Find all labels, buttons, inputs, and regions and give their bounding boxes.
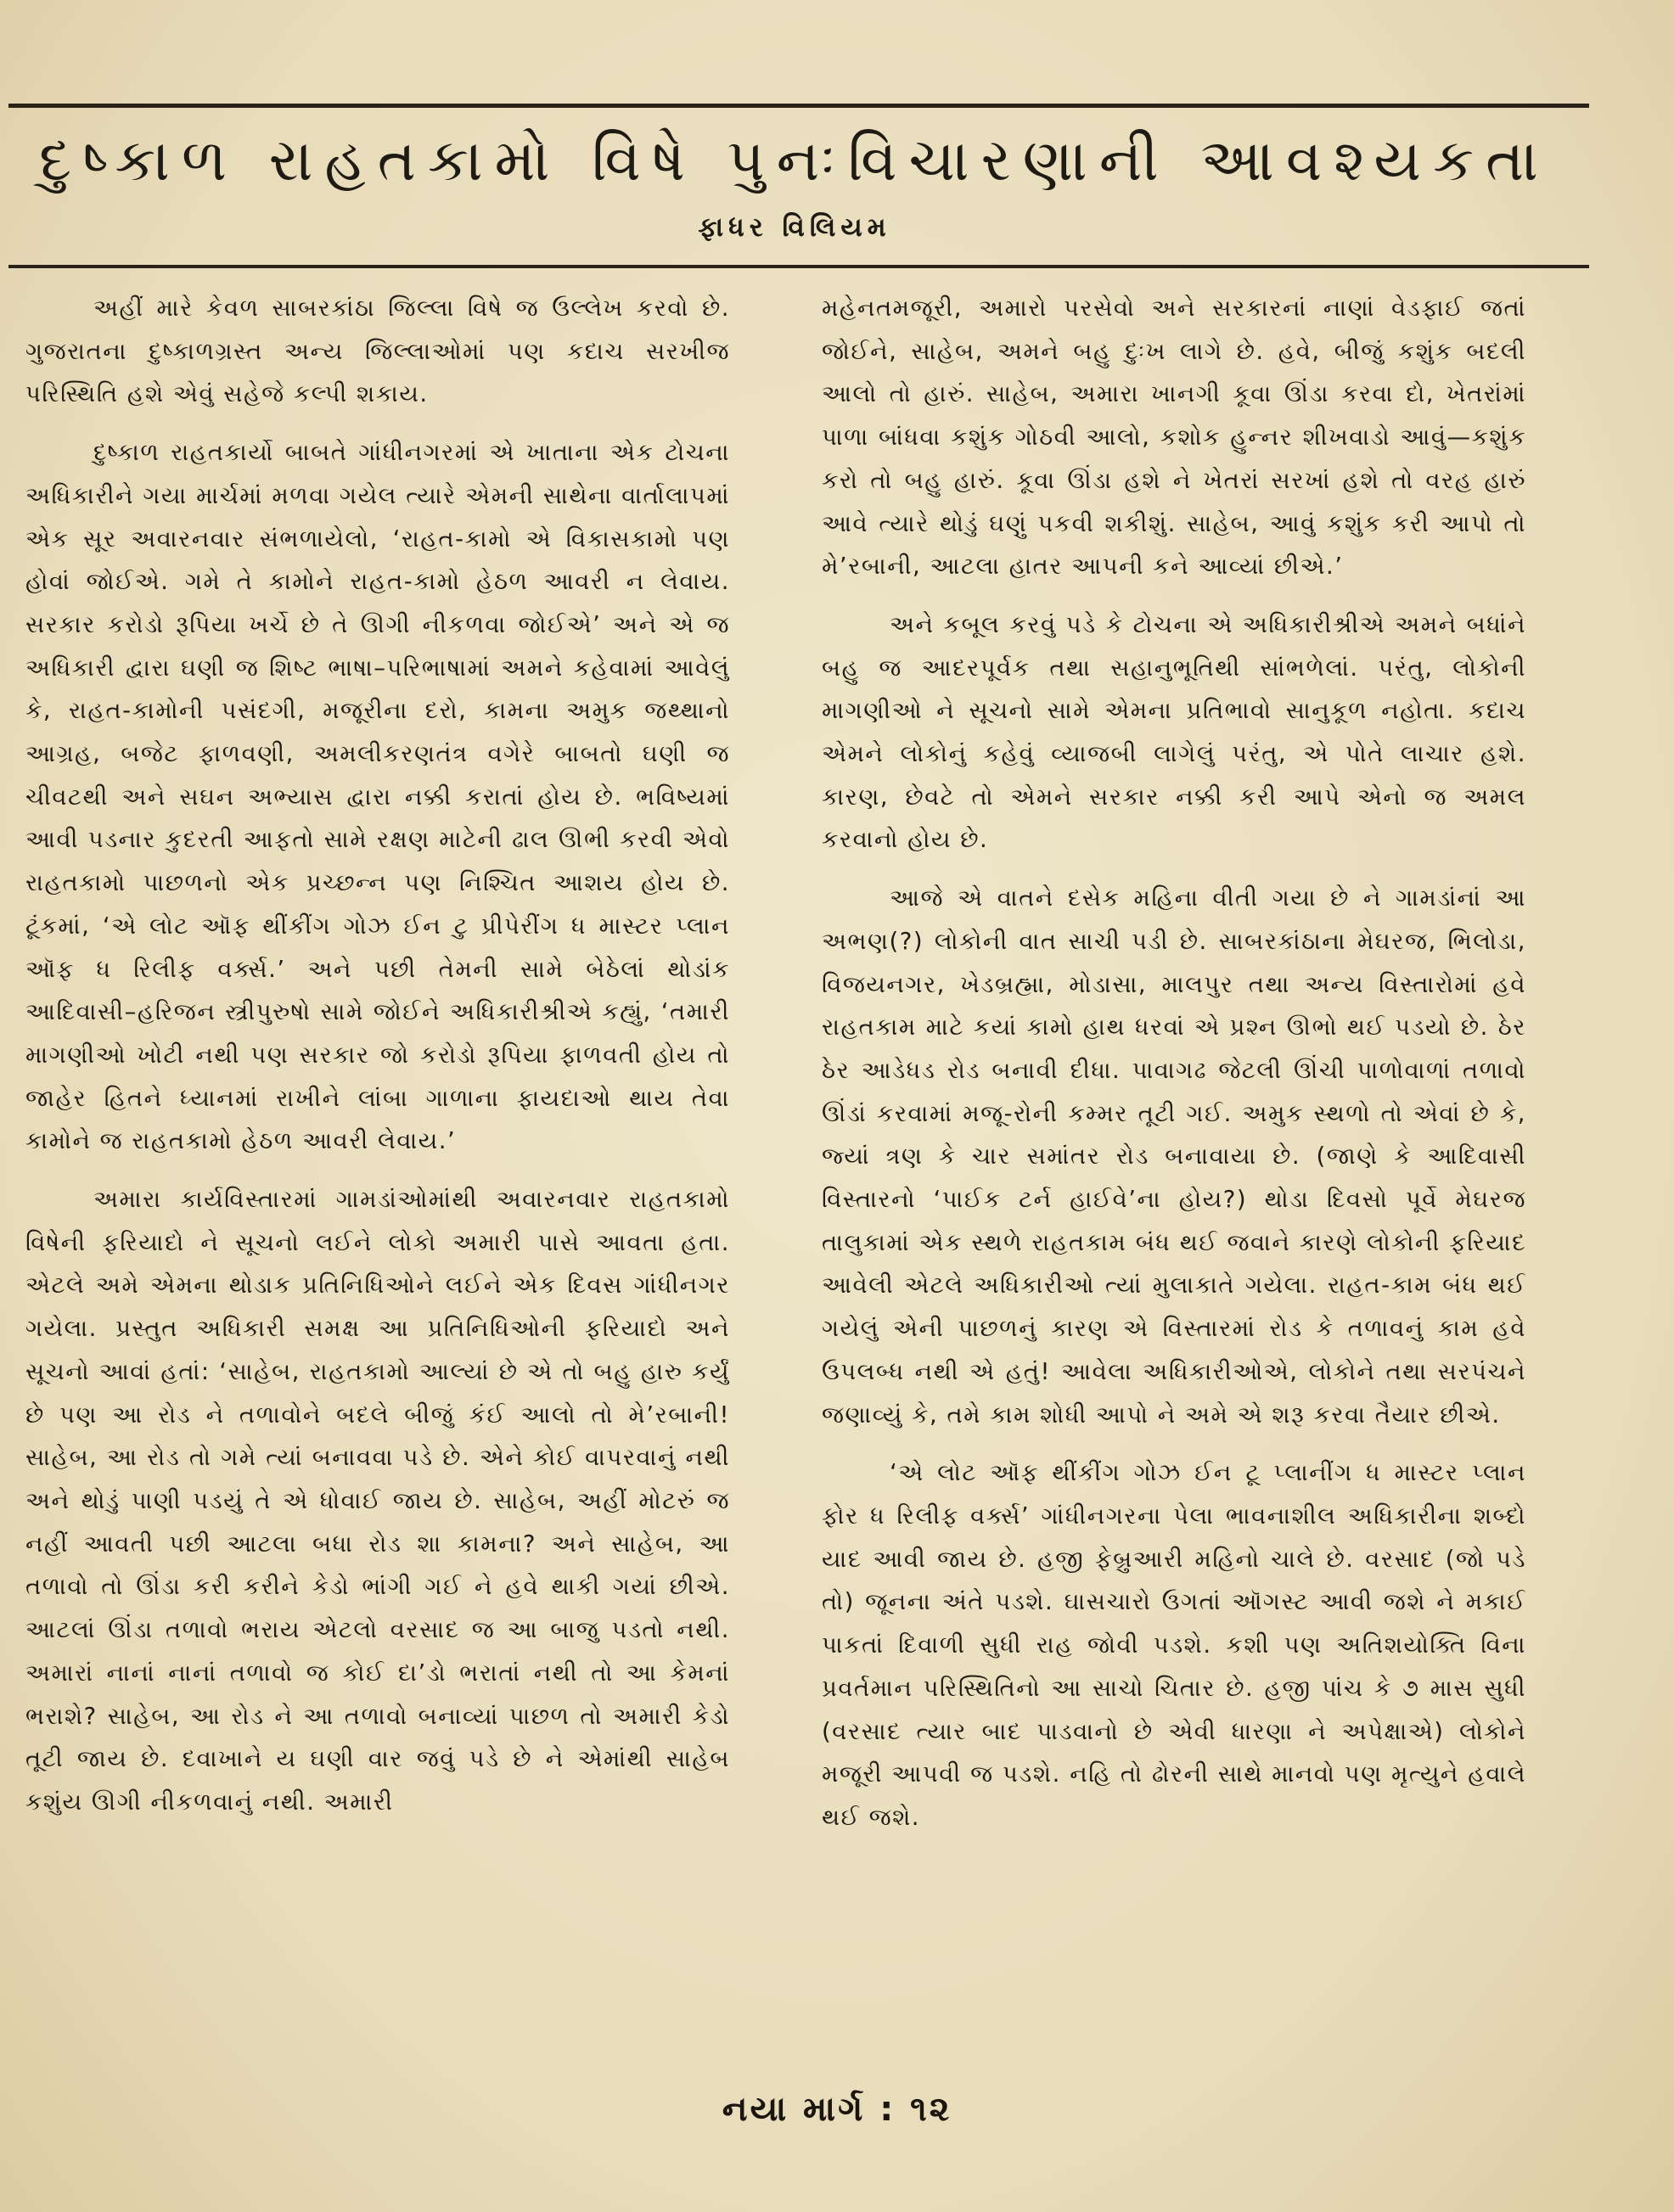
top-rule: [8, 104, 1589, 108]
paragraph: અને કબૂલ કરવું પડે કે ટોચના એ અધિકારીશ્રીએ અમને બધાંને બહુ જ આદરપૂર્વક તથા સહાનુભૂતિથી સાંભળેલાં. પરંતુ, લોકોની માગણીઓ ને સૂચનો સામે એમના પ્રતિભાવો સાનુકૂળ નહોતા. કદાચ એમને લોકોનું કહેવું વ્યાજબી લાગેલું પરંતુ, એ પોતે લાચાર હશે. કારણ, છેવટે તો એમને સરકાર નક્કી કરી આપે એનો જ અમલ કરવાનો હોય છે.: [822, 610, 1526, 854]
paragraph: અમારા કાર્યવિસ્તારમાં ગામડાંઓમાંથી અવારનવાર રાહતકામો વિષેની ફરિયાદો ને સૂચનો લઈને લોકો અમારી પાસે આવતા હતા. એટલે અમે એમના થોડાક પ્રતિનિધિઓને લઈને એક દિવસ ગાંધીનગર ગયેલા. પ્રસ્તુત અધિકારી સમક્ષ આ પ્રતિનિધિઓની ફરિયાદો અને સૂચનો આવાં હતાં: ‘સાહેબ, રાહતકામો આલ્યાં છે એ તો બહુ હારુ કર્યું છે પણ આ રોડ ને તળાવોને બદલે બીજું કંઈ આલો તો મે’રબાની! સાહેબ, આ રોડ તો ગમે ત્યાં બનાવવા પડે છે. એને કોઈ વાપરવાનું નથી અને થોડું પાણી પડયું તે એ ધોવાઈ જાય છે. સાહેબ, અહીં મોટરું જ નહીં આવતી પછી આટલા બધા રોડ શા કામના? અને સાહેબ, આ તળાવો તો ઊંડા કરી કરીને કેડો ભાંગી ગઈ ને હવે થાકી ગયાં છીએ. આટલાં ઊંડા તળાવો ભરાય એટલો વરસાદ જ આ બાજુ પડતો નથી. અમારાં નાનાં નાનાં તળાવો જ કોઈ દા’ડો ભરાતાં નથી તો આ કેમનાં ભરાશે? સાહેબ, આ રોડ ને આ તળાવો બનાવ્યાં પાછળ તો અમારી કેડો તૂટી જાય છે. દવાખાને ય ઘણી વાર જવું પડે છે ને એમાંથી સાહેબ કશુંય ઊગી નીકળવાનું નથી. અમારી: [25, 1186, 730, 1816]
paragraph: મહેનતમજૂરી, અમારો પરસેવો અને સરકારનાં નાણાં વેડફાઈ જતાં જોઈને, સાહેબ, અમને બહુ દુઃખ લાગે છે. હવે, બીજું કશુંક બદલી આલો તો હારું. સાહેબ, અમારા ખાનગી કૂવા ઊંડા કરવા દો, ખેતરાંમાં પાળા બાંધવા કશુંક ગોઠવી આલો, કશોક હુન્નર શીખવાડો આવું—કશુંક કરો તો બહુ હારું. કૂવા ઊંડા હશે ને ખેતરાં સરખાં હશે તો વરહ હારું આવે ત્યારે થોડું ઘણું પકવી શકીશું. સાહેબ, આવું કશુંક કરી આપો તો મે’રબાની, આટલા હાતર આપની કને આવ્યાં છીએ.’: [822, 295, 1526, 581]
paragraph: આજે એ વાતને દસેક મહિના વીતી ગયા છે ને ગામડાંનાં આ અભણ(?) લોકોની વાત સાચી પડી છે. સાબરકાંઠાના મેઘરજ, ભિલોડા, વિજયનગર, ખેડબ્રહ્મા, મોડાસા, માલપુર તથા અન્ય વિસ્તારોમાં હવે રાહતકામ માટે કયાં કામો હાથ ધરવાં એ પ્રશ્ન ઊભો થઈ પડયો છે. ઠેર ઠેર આડેધડ રોડ બનાવી દીધા. પાવાગઢ જેટલી ઊંચી પાળોવાળાં તળાવો ઊંડાં કરવામાં મજૂ-રોની કમ્મર તૂટી ગઈ. અમુક સ્થળો તો એવાં છે કે, જ્યાં ત્રણ કે ચાર સમાંતર રોડ બનાવાયા છે. (જાણે કે આદિવાસી વિસ્તારનો ‘પાઈક ટર્ન હાઈવે’ના હોય?) થોડા દિવસો પૂર્વે મેઘરજ તાલુકામાં એક સ્થળે રાહતકામ બંધ થઈ જવાને કારણે લોકોની ફરિયાદ આવેલી એટલે અધિકારીઓ ત્યાં મુલાકાતે ગયેલા. રાહત-કામ બંધ થઈ ગયેલું એની પાછળનું કારણ એ વિસ્તારમાં રોડ કે તળાવનું કામ હવે ઉપલબ્ધ નથી એ હતું! આવેલા અધિકારીઓએ, લોકોને તથા સરપંચને જણાવ્યું કે, તમે કામ શોધી આપો ને અમે એ શરૂ કરવા તૈયાર છીએ.: [822, 884, 1526, 1429]
article-title: દુષ્કાળ રાહતકામો વિષે પુનઃવિચારણાની આવશ્યકતા: [39, 127, 1550, 194]
article-author: ફાધર વિલિયમ: [698, 212, 891, 243]
header-divider: [8, 265, 1589, 268]
left-column: [25, 287, 730, 1839]
paragraph: અહીં મારે કેવળ સાબરકાંઠા જિલ્લા વિષે જ ઉલ્લેખ કરવો છે. ગુજરાતના દુષ્કાળગ્રસ્ત અન્ય જિલ્લાઓમાં પણ કદાચ સરખીજ પરિસ્થિતિ હશે એવું સહેજે કલ્પી શકાય.: [25, 295, 730, 408]
right-column: [822, 287, 1526, 1855]
page-footer: નયા માર્ગ : ૧૨: [722, 2090, 952, 2129]
paragraph: ‘એ લોટ ઑફ થીંકીંગ ગોઝ ઈન ટૂ પ્લાનીંગ ધ માસ્ટર પ્લાન ફોર ધ રિલીફ વર્ક્સ’ ગાંધીનગરના પેલા ભાવનાશીલ અધિકારીના શબ્દો યાદ આવી જાય છે. હજી ફેબ્રુઆરી મહિનો ચાલે છે. વરસાદ (જો પડે તો) જૂનના અંતે પડશે. ઘાસચારો ઉગતાં ઑગસ્ટ આવી જશે ને મકાઈ પાકતાં દિવાળી સુધી રાહ જોવી પડશે. કશી પણ અતિશયોક્તિ વિના પ્રવર્તમાન પરિસ્થિતિનો આ સાચો ચિતાર છે. હજી પાંચ કે ૭ માસ સુધી (વરસાદ ત્યાર બાદ પાડવાનો છે એવી ધારણા ને અપેક્ષાએ) લોકોને મજૂરી આપવી જ પડશે. નહિ તો ઢોરની સાથે માનવો પણ મૃત્યુને હવાલે થઈ જશે.: [822, 1459, 1526, 1831]
paragraph: દુષ્કાળ રાહતકાર્યો બાબતે ગાંધીનગરમાં એ ખાતાના એક ટોચના અધિકારીને ગયા માર્ચમાં મળવા ગયેલ ત્યારે એમની સાથેના વાર્તાલાપમાં એક સૂર અવારનવાર સંભળાયેલો, ‘રાહત-કામો એ વિકાસકામો પણ હોવાં જોઈએ. ગમે તે કામોને રાહત-કામો હેઠળ આવરી ન લેવાય. સરકાર કરોડો રૂપિયા ખર્ચે છે તે ઊગી નીકળવા જોઈએ’ અને એ જ અધિકારી દ્વારા ઘણી જ શિષ્ટ ભાષા–પરિભાષામાં અમને કહેવામાં આવેલું કે, રાહત-કામોની પસંદગી, મજૂરીના દરો, કામના અમુક જથ્થાનો આગ્રહ, બજેટ ફાળવણી, અમલીકરણતંત્ર વગેરે બાબતો ઘણી જ ચીવટથી અને સઘન અભ્યાસ દ્વારા નક્કી કરાતાં હોય છે. ભવિષ્યમાં આવી પડનાર કુદરતી આફતો સામે રક્ષણ માટેની ઢાલ ઊભી કરવી એવો રાહતકામો પાછળનો એક પ્રચ્છન્ન પણ નિશ્ચિત આશય હોય છે. ટૂંકમાં, ‘એ લોટ ઑફ થીંકીંગ ગોઝ ઈન ટુ પ્રીપેરીંગ ધ માસ્ટર પ્લાન ઑફ ધ રિલીફ વર્ક્સ.’ અને પછી તેમની સામે બેઠેલાં થોડાંક આદિવાસી–હરિજન સ્ત્રીપુરુષો સામે જોઈને અધિકારીશ્રીએ કહ્યું, ‘તમારી માગણીઓ ખોટી નથી પણ સરકાર જો કરોડો રૂપિયા ફાળવતી હોય તો જાહેર હિતને ધ્યાનમાં રાખીને લાંબા ગાળાના ફાયદાઓ થાય તેવા કામોને જ રાહતકામો હેઠળ આવરી લેવાય.’: [25, 439, 730, 1155]
